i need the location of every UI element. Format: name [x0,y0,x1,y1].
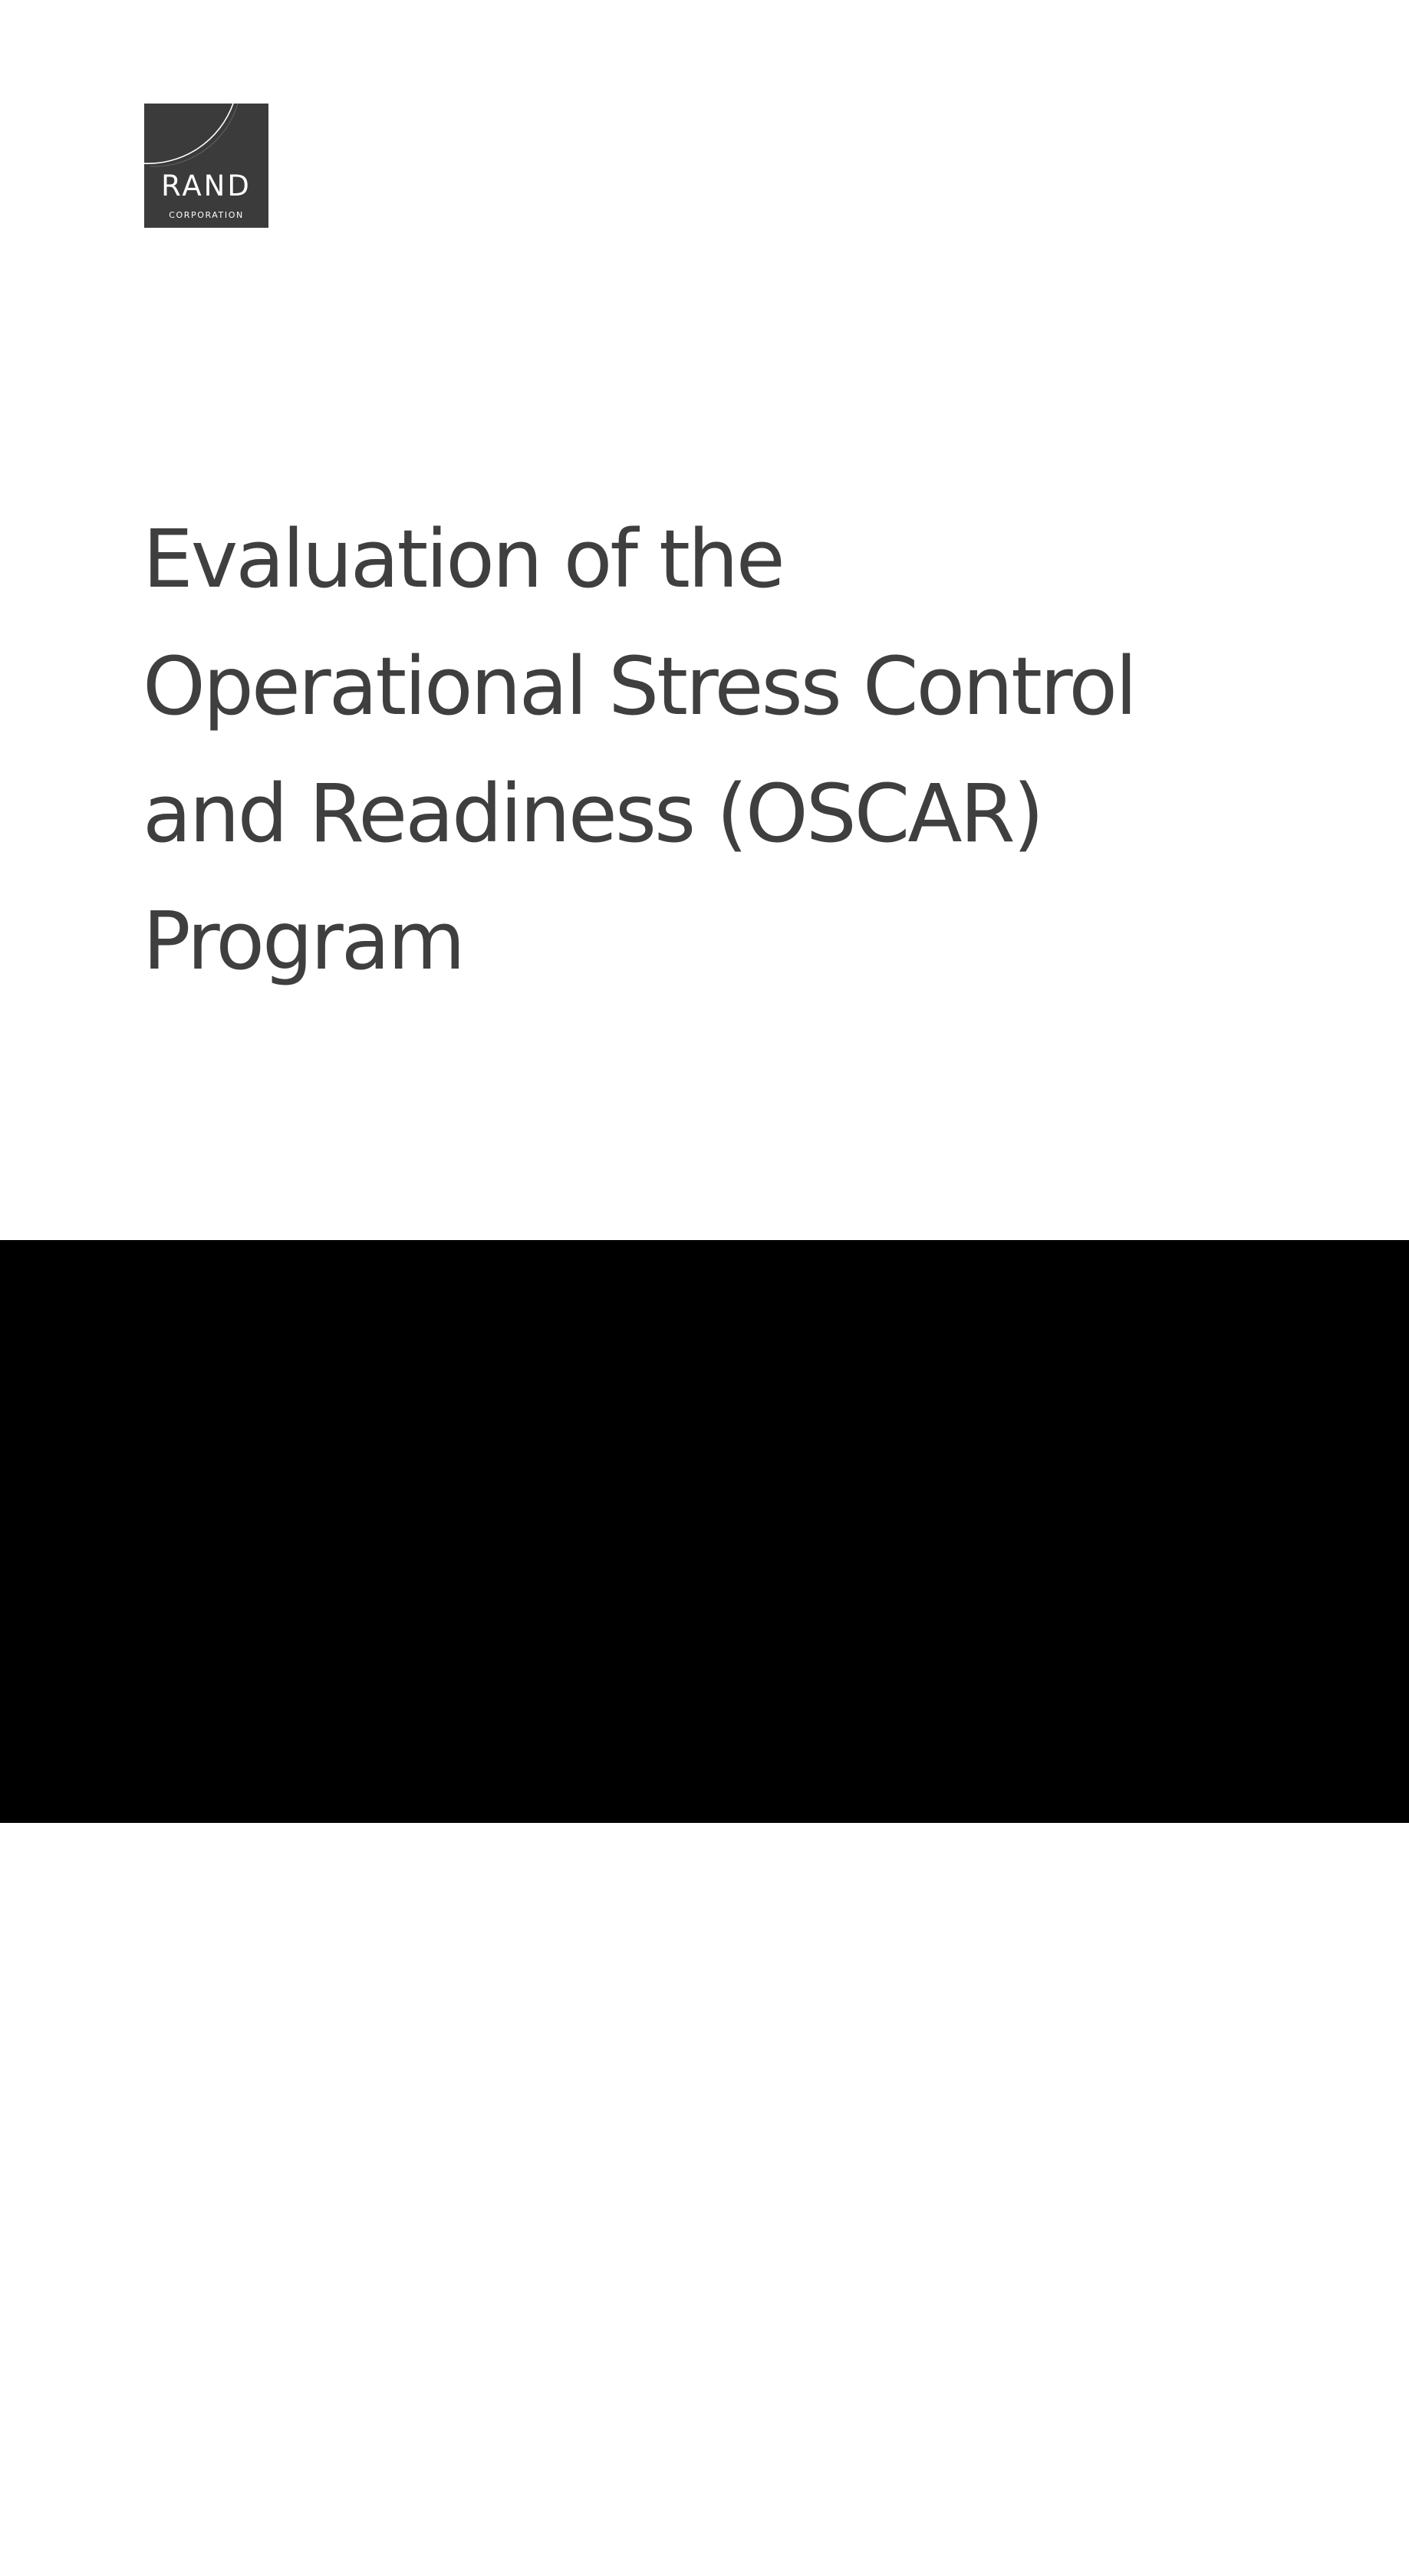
title-line-3: and Readiness (OSCAR) [143,767,1042,860]
author-list: Christine Anne Vaughan, Carrie M. Farmer, Joshua Breslau, Crystal Burnette [144,2544,1135,2574]
author-band [0,1240,1409,2574]
title-line-4: Program [143,894,463,988]
title-line-2: Operational Stress Control [143,640,1135,733]
logo-subtitle: CORPORATION [169,210,244,220]
logo-name: RAND [161,169,252,202]
logo-arc-graphic [144,104,268,228]
rand-logo [144,104,268,228]
title-line-1: Evaluation of the [143,512,783,606]
report-title [143,495,1339,1005]
